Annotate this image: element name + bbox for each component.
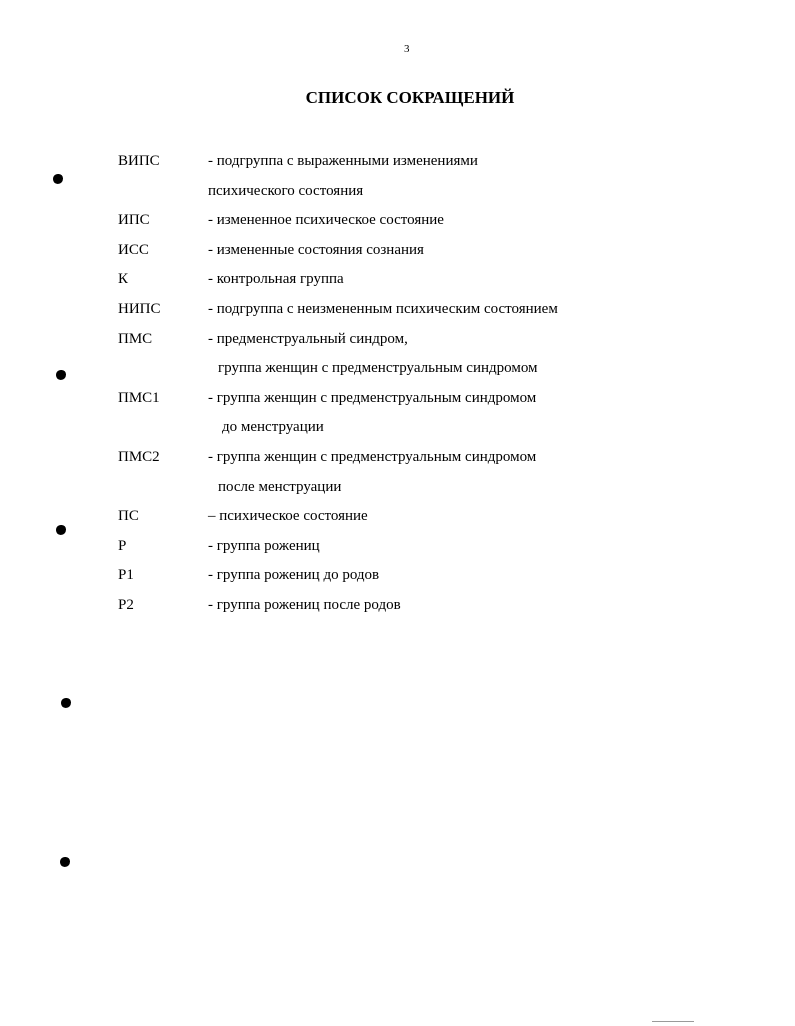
- list-item-r2: [0, 593, 795, 623]
- abbreviation-term: ПМС2: [118, 448, 160, 465]
- abbreviation-description: - группа рожениц после родов: [208, 596, 401, 613]
- abbreviation-description: - измененное психическое состояние: [208, 212, 444, 229]
- list-item-pms: [0, 327, 795, 357]
- abbreviation-term: ПС: [118, 508, 139, 525]
- abbreviation-description-continued: группа женщин с предменструальным синдромом: [218, 360, 538, 377]
- abbreviation-description: - группа рожениц до родов: [208, 567, 380, 584]
- abbreviation-description: - группа женщин с предменструальным синдромом: [208, 389, 537, 406]
- binder-hole-mark: [61, 698, 71, 708]
- list-item-pms1: [0, 386, 795, 416]
- list-item-r1: [0, 563, 795, 593]
- list-item-ps: [0, 504, 795, 534]
- list-item-k: [0, 267, 795, 297]
- abbreviation-description-continued: после менструации: [218, 478, 342, 495]
- list-item-pms-continued: [0, 356, 795, 386]
- list-item-pms2-continued: [0, 475, 795, 505]
- abbreviation-list: [0, 149, 795, 623]
- list-item-nips: [0, 297, 795, 327]
- abbreviation-term: ПМС: [118, 330, 153, 347]
- abbreviation-description: - измененные состояния сознания: [208, 241, 424, 258]
- abbreviation-term: ИСС: [118, 241, 149, 258]
- abbreviation-description: - группа женщин с предменструальным синдромом: [208, 448, 537, 465]
- abbreviation-description-continued: психического состояния: [208, 182, 364, 199]
- abbreviation-description: - контрольная группа: [208, 271, 344, 288]
- abbreviation-term: К: [118, 271, 129, 288]
- abbreviation-description: - подгруппа с выраженными изменениями: [208, 153, 478, 169]
- list-item-ips: [0, 208, 795, 238]
- page-number: 3: [404, 43, 410, 55]
- abbreviation-term: ВИПС: [118, 153, 160, 169]
- abbreviation-term: НИПС: [118, 300, 161, 317]
- abbreviation-term: ИПС: [118, 212, 150, 229]
- scan-artifact-line: [652, 1021, 694, 1022]
- list-item-pms1-continued: [0, 415, 795, 445]
- page-title: СПИСОК СОКРАЩЕНИЙ: [305, 88, 515, 107]
- abbreviation-description: - подгруппа с неизмененным психическим состоянием: [208, 300, 558, 317]
- abbreviation-description-continued: до менструации: [222, 419, 324, 436]
- abbreviation-description: – психическое состояние: [208, 508, 368, 525]
- abbreviation-description: - предменструальный синдром,: [208, 330, 408, 347]
- abbreviation-term: Р2: [118, 596, 134, 613]
- list-item-vips: [0, 149, 795, 179]
- abbreviation-term: Р1: [118, 567, 134, 584]
- abbreviation-term: Р: [118, 537, 127, 554]
- list-item-r: [0, 534, 795, 564]
- abbreviation-description: - группа рожениц: [208, 537, 320, 554]
- list-item-pms2: [0, 445, 795, 475]
- abbreviation-term: ПМС1: [118, 389, 160, 406]
- binder-hole-mark: [60, 857, 70, 867]
- list-item-vips-continued: [0, 179, 795, 209]
- list-item-iss: [0, 238, 795, 268]
